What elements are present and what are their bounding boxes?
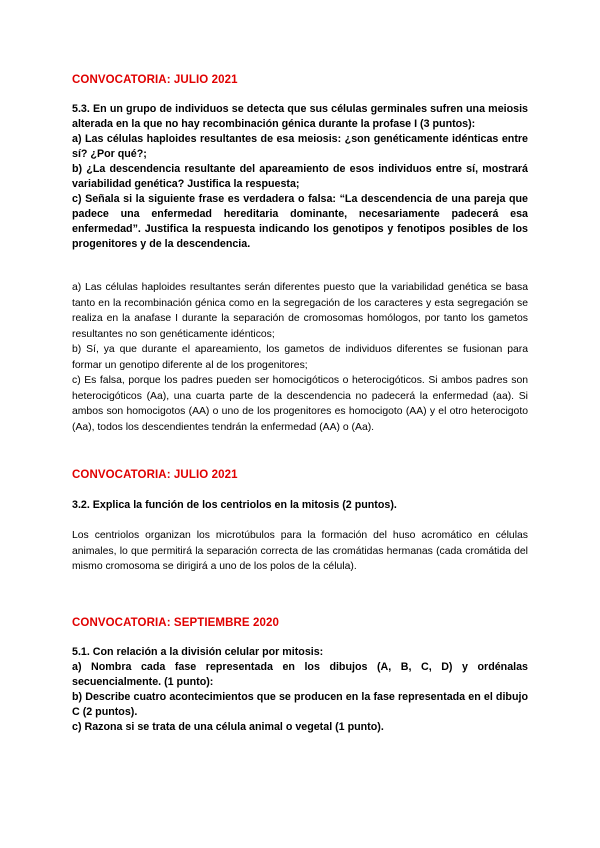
question-block: [72, 102, 528, 252]
question-line: c) Razona si se trata de una célula animal o vegetal (1 punto).: [72, 721, 384, 733]
question-line: a) Las células haploides resultantes de esa meiosis: ¿son genéticamente idénticas entre sí? ¿Por qué?;: [72, 133, 528, 160]
question-line: c) Señala si la siguiente frase es verdadera o falsa: “La descendencia de una pareja que padece una enfermedad hereditaria dominante, necesariamente padecerá esa enfermedad”. Justifica la respuesta indicando los genotipos y fenotipos posibles de los progenitores y de la descendencia.: [72, 193, 528, 250]
answer-paragraph: a) Las células haploides resultantes serán diferentes puesto que la variabilidad genética se basa tanto en la recombinación génica como en la segregación de los caracteres y esta segregación se realiza en la anafase I durante la separación de cromosomas homólogos, por tanto los gametos resultantes no son genéticamente idénticos;: [72, 282, 528, 340]
section-heading: CONVOCATORIA: JULIO 2021: [72, 74, 238, 86]
question-line: 5.3. En un grupo de individuos se detecta que sus células germinales sufren una meiosis alterada en la que no hay recombinación génica durante la profase I (3 puntos):: [72, 103, 528, 130]
answer-paragraph: c) Es falsa, porque los padres pueden ser homocigóticos o heterocigóticos. Si ambos padres son heterocigóticos (Aa), una cuarta parte de la descendencia no padecerá la enfermedad (aa). Si ambos son homocigotos (AA) o uno de los progenitores es homocigoto (AA) y el otro heterocigoto (Aa), todos los descendientes tendrán la enfermedad (AA) o (Aa).: [72, 375, 528, 433]
answer-block: [72, 280, 528, 435]
answer-paragraph: Los centriolos organizan los microtúbulos para la formación del huso acromático en células animales, lo que permitirá la separación correcta de las cromátidas hermanas (cada cromátida del mismo cromosoma se dirigirá a uno de los polos de la célula).: [72, 530, 528, 572]
answer-paragraph: b) Sí, ya que durante el apareamiento, los gametos de individuos diferentes se fusionan para formar un genotipo diferente al de los progenitores;: [72, 344, 528, 371]
question-line: 3.2. Explica la función de los centriolos en la mitosis (2 puntos).: [72, 499, 397, 511]
answer-block: [72, 528, 528, 575]
question-line: b) ¿La descendencia resultante del apareamiento de esos individuos entre sí, mostrará variabilidad genética? Justifica la respuesta;: [72, 163, 528, 190]
question-block: [72, 645, 528, 735]
question-block: [72, 498, 528, 513]
question-line: a) Nombra cada fase representada en los dibujos (A, B, C, D) y ordénalas secuencialmente. (1 punto):: [72, 661, 528, 688]
question-line: 5.1. Con relación a la división celular por mitosis:: [72, 646, 324, 658]
section-heading: CONVOCATORIA: JULIO 2021: [72, 469, 238, 481]
question-line: b) Describe cuatro acontecimientos que se producen en la fase representada en el dibujo C (2 puntos).: [72, 691, 528, 718]
section-heading: CONVOCATORIA: SEPTIEMBRE 2020: [72, 617, 279, 629]
